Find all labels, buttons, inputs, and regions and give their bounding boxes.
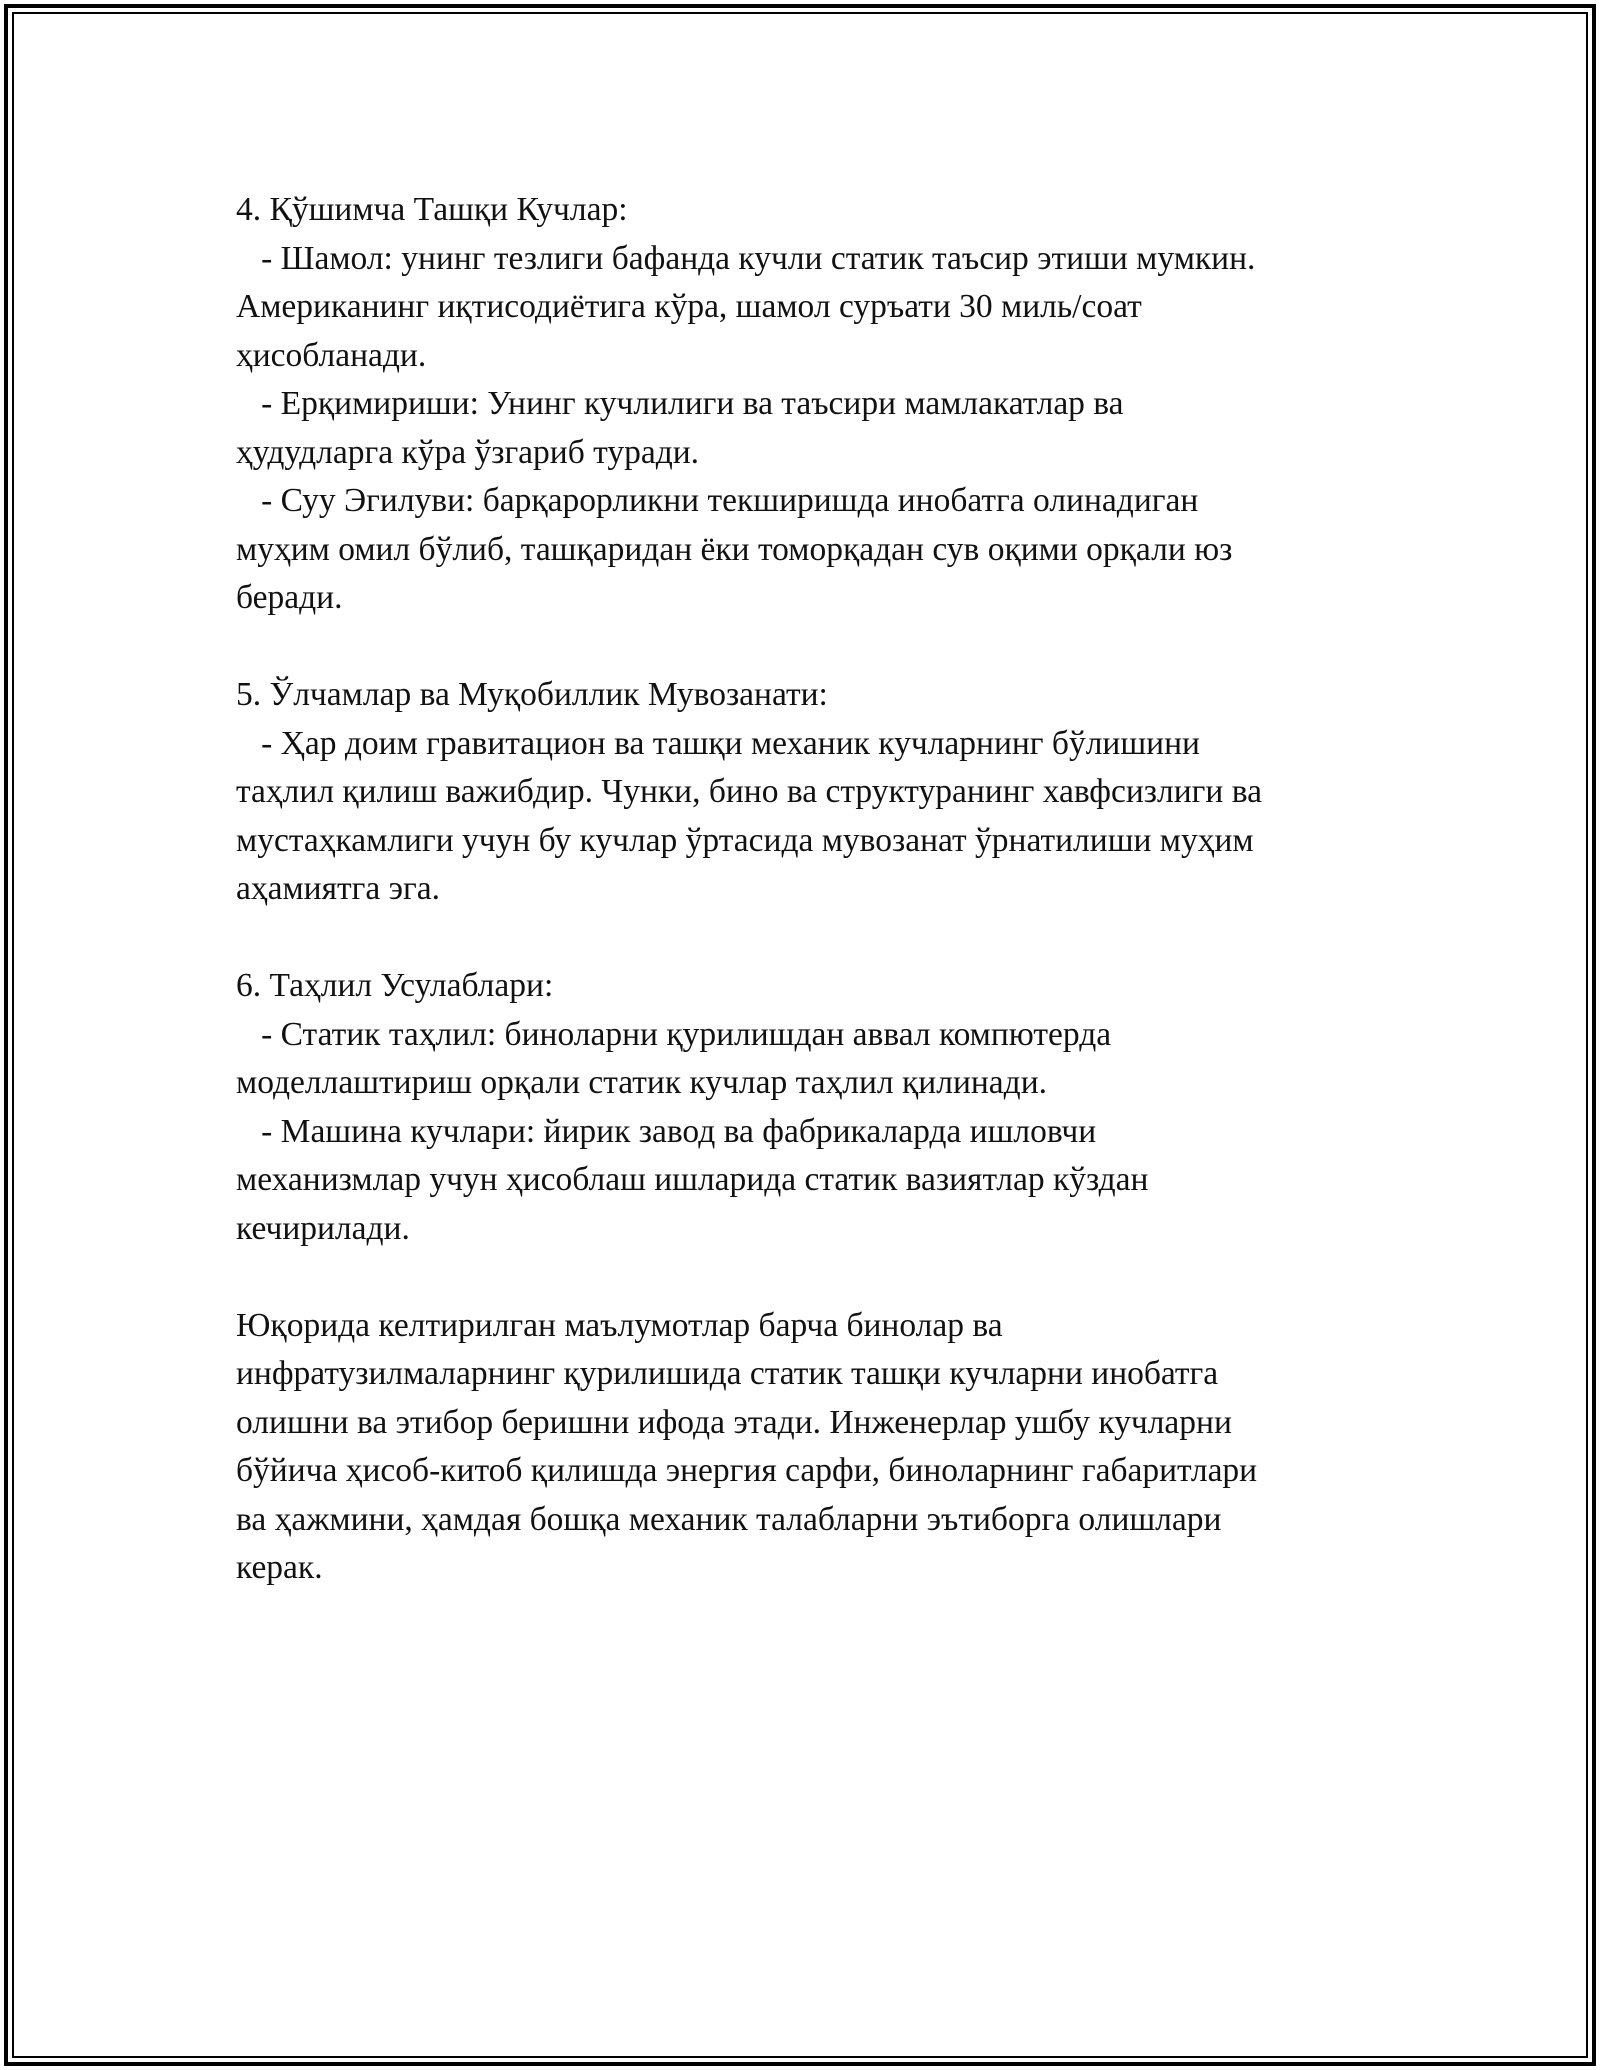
document-body — [236, 186, 1376, 1641]
paragraph-line: ва ҳажмини, ҳамдая бошқа механик талабларни эътиборга олишлари — [236, 1500, 1222, 1538]
section-heading: 5. Ўлчамлар ва Муқобиллик Мувозанати: — [236, 676, 828, 713]
section-additional-external-forces — [236, 186, 1376, 623]
paragraph-line: инфратузилмаларнинг қурилишида статик ташқи кучларни инобатга — [236, 1355, 1219, 1392]
section-dimensions-balance — [236, 671, 1376, 914]
section-analysis-methods — [236, 962, 1376, 1253]
paragraph-line: - Ҳар доим гравитацион ва ташқи механик кучларнинг бўлишини — [236, 724, 1200, 762]
section-conclusion — [236, 1302, 1376, 1593]
paragraph-line: аҳамиятга эга. — [236, 870, 441, 907]
section-heading: 4. Қўшимча Ташқи Кучлар: — [236, 191, 628, 228]
paragraph-line: - Ерқимириши: Унинг кучлилиги ва таъсири мамлакатлар ва — [236, 385, 1124, 422]
paragraph-line: механизмлар учун ҳисоблаш ишларида статик вазиятлар кўздан — [236, 1161, 1149, 1198]
paragraph-line: таҳлил қилиш важибдир. Чунки, бино ва структуранинг хавфсизлиги ва — [236, 773, 1262, 810]
paragraph-line: - Машина кучлари: йирик завод ва фабрикаларда ишловчи — [236, 1112, 1097, 1150]
paragraph-line: муҳим омил бўлиб, ташқаридан ёки томорқадан сув оқими орқали юз — [236, 530, 1233, 568]
paragraph-line: моделлаштириш орқали статик кучлар таҳлил қилинади. — [236, 1064, 1048, 1101]
paragraph-line: беради. — [236, 579, 343, 616]
paragraph-line: ҳисобланади. — [236, 336, 427, 374]
paragraph-line: мустаҳкамлиги учун бу кучлар ўртасида мувозанат ўрнатилиши муҳим — [236, 821, 1254, 859]
paragraph-line: - Статик таҳлил: биноларни қурилишдан аввал компютерда — [236, 1015, 1112, 1053]
paragraph-line: керак. — [236, 1549, 323, 1586]
paragraph-line: олишни ва этибор беришни ифода этади. Инженерлар ушбу кучларни — [236, 1403, 1232, 1441]
paragraph-line: - Шамол: унинг тезлиги бафанда кучли статик таъсир этиши мумкин. — [236, 239, 1256, 277]
paragraph-line: Юқорида келтирилган маълумотлар барча бинолар ва — [236, 1306, 1003, 1344]
paragraph-line: ҳудудларга кўра ўзгариб туради. — [236, 433, 700, 471]
paragraph-line: Американинг иқтисодиётига кўра, шамол суръати 30 миль/соат — [236, 288, 1142, 325]
paragraph-line: бўйича ҳисоб-китоб қилишда энергия сарфи, биноларнинг габаритлари — [236, 1452, 1258, 1489]
paragraph-line: кечирилади. — [236, 1209, 410, 1247]
paragraph-line: - Суу Эгилуви: барқарорликни текширишда инобатга олинадиган — [236, 482, 1199, 519]
section-heading: 6. Таҳлил Усулаблари: — [236, 967, 554, 1004]
